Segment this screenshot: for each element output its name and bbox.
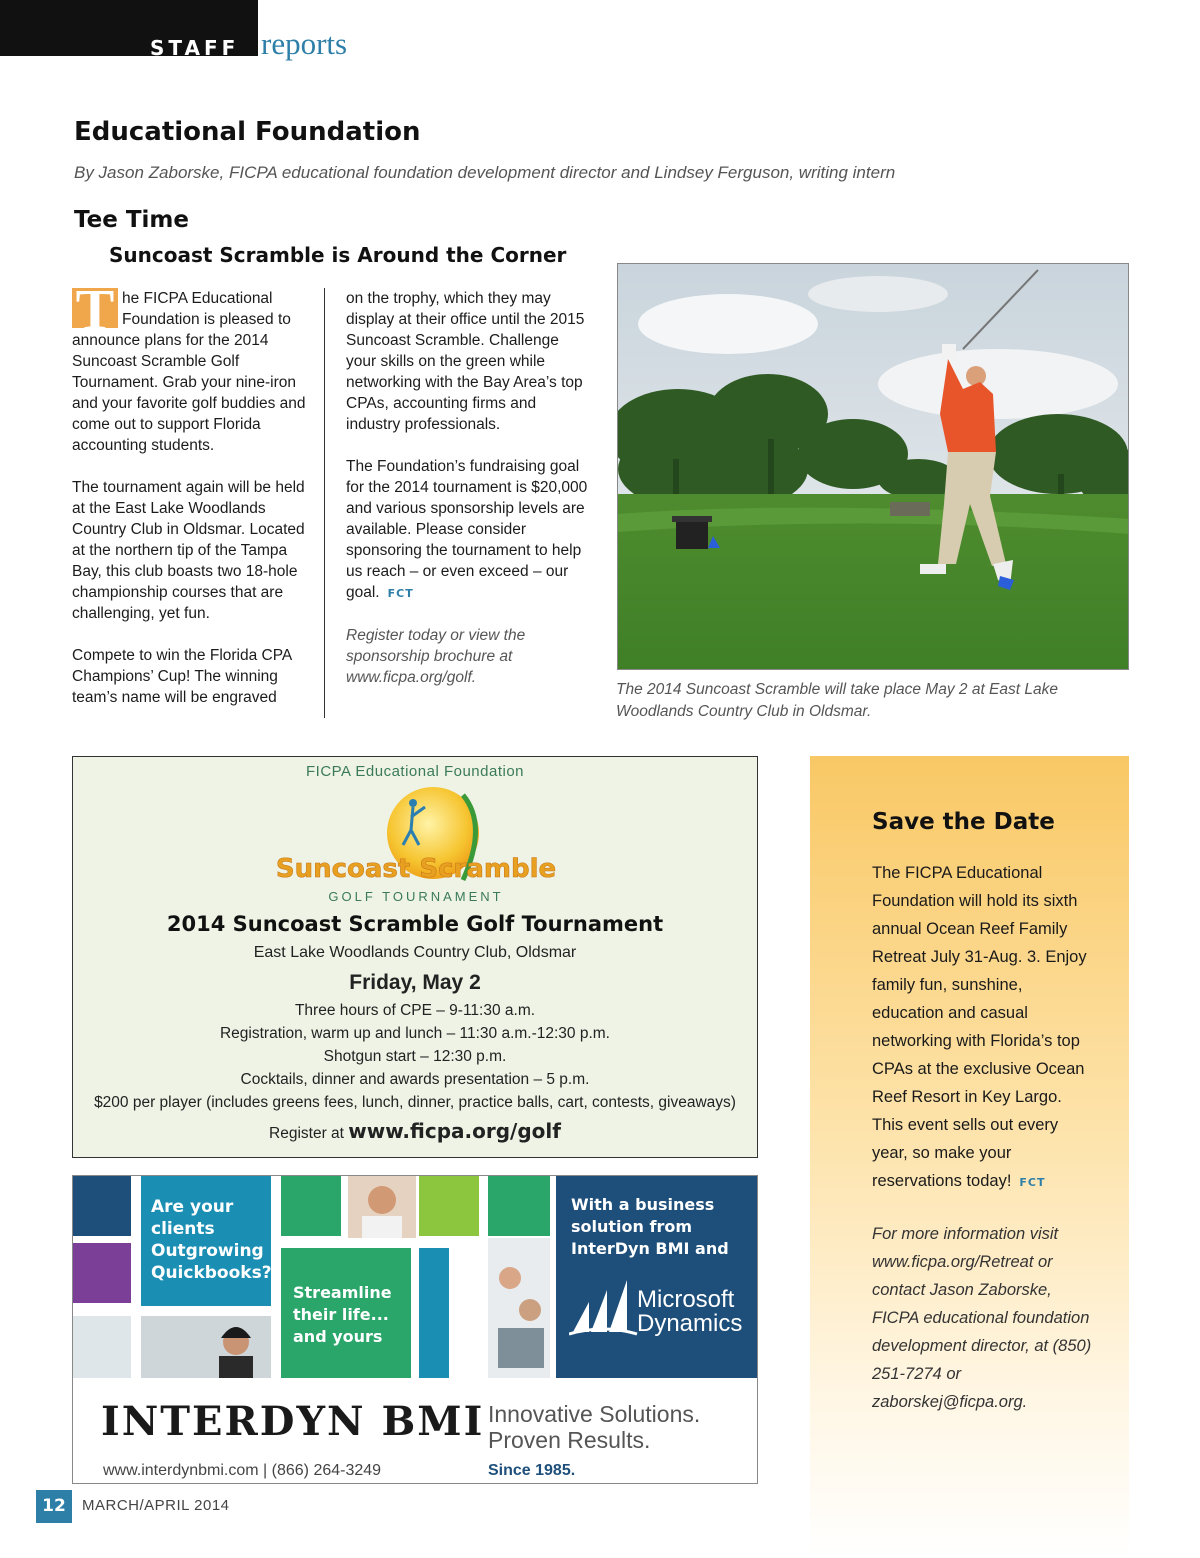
ad-photo-man bbox=[348, 1176, 416, 1238]
ad-tile-navy bbox=[73, 1176, 131, 1236]
suncoast-scramble-logo bbox=[273, 785, 559, 905]
ad-tile-green bbox=[281, 1176, 341, 1236]
golfer-photo-illustration bbox=[618, 264, 1129, 670]
header-staff: STAFF bbox=[150, 36, 240, 60]
sidebar-body bbox=[872, 859, 1092, 1197]
ad-photo-woman-illustration bbox=[141, 1316, 271, 1378]
golfer-photo bbox=[617, 263, 1129, 670]
ms-line-1: Microsoft bbox=[637, 1286, 735, 1313]
dropcap: T bbox=[72, 288, 118, 328]
event-schedule-line: Cocktails, dinner and awards presentation – 5 p.m. bbox=[240, 1071, 590, 1088]
sidebar-body-text: The FICPA Educational Foundation will hold its sixth annual Ocean Reef Family Retreat July 31-Aug. 3. Enjoy family fun, sunshine, education and casual networking with Florida’s top CPAs at the exclusive Ocean Reef Resort in Key Largo. This event sells out every year, so make your reservations today! bbox=[872, 864, 1087, 1190]
event-org: FICPA Educational Foundation bbox=[305, 763, 525, 780]
event-price-line: $200 per player (includes greens fees, lunch, dinner, practice balls, cart, contests, giveaways) bbox=[94, 1094, 736, 1111]
ad-since: Since 1985. bbox=[488, 1462, 576, 1479]
ad-photo-couple bbox=[488, 1238, 550, 1378]
col2-paragraph-1: on the trophy, which they may display at their office until the 2015 Suncoast Scramble. Challenge your skills on the green while networking with the Bay Area’s top CPAs, accounting firms and industry professionals. bbox=[346, 290, 585, 433]
issue-date: MARCH/APRIL 2014 bbox=[82, 1497, 230, 1514]
ad-photo-office bbox=[141, 1316, 271, 1378]
register-link[interactable]: www.ficpa.org/golf bbox=[348, 1119, 561, 1143]
ad-tile-teal-2 bbox=[419, 1248, 449, 1378]
photo-caption: The 2014 Suncoast Scramble will take place May 2 at East Lake Woodlands Country Club in Oldsmar. bbox=[616, 681, 1058, 720]
col1-paragraph-1: he FICPA Educational Foundation is pleased to announce plans for the 2014 Suncoast Scramble Golf Tournament. Grab your nine-iron and your favorite golf buddies and come out to support Florida accounting students. bbox=[72, 290, 306, 454]
col2-paragraph-2: The Foundation’s fundraising goal for the 2014 tournament is $20,000 and various sponsorship levels are available. Please consider sponsoring the tournament to help us reach – or even exceed – our goal. bbox=[346, 458, 588, 601]
ad-slogan-1: Innovative Solutions. bbox=[488, 1401, 701, 1427]
event-schedule-line: Registration, warm up and lunch – 11:30 a.m.-12:30 p.m. bbox=[219, 1025, 610, 1042]
article-column-1 bbox=[72, 277, 312, 729]
ad-tile-green-2 bbox=[488, 1176, 550, 1236]
ad-photo-plant bbox=[73, 1316, 131, 1378]
ad-brand: INTERDYN BMI bbox=[101, 1398, 485, 1445]
save-the-date-sidebar bbox=[810, 756, 1129, 1558]
event-venue: East Lake Woodlands Country Club, Oldsmar bbox=[253, 944, 577, 961]
logo-sub-text: GOLF TOURNAMENT bbox=[328, 889, 504, 904]
event-schedule-line: Three hours of CPE – 9-11:30 a.m. bbox=[294, 1002, 536, 1019]
sidebar-note: For more information visit www.ficpa.org/Retreat or contact Jason Zaborske, FICPA educational foundation development director, at (850) 251-7274 or zaborskej@ficpa.org. bbox=[872, 1225, 1092, 1411]
col1-paragraph-3: Compete to win the Florida CPA Champions’ Cup! The winning team’s name will be engraved bbox=[72, 647, 292, 706]
ad-slogan-2: Proven Results. bbox=[488, 1427, 651, 1453]
column-rule bbox=[324, 288, 325, 718]
ad-photo-couple-illustration bbox=[488, 1238, 550, 1378]
sidebar-fct-mark: FCT bbox=[1019, 1176, 1046, 1189]
col1-paragraph-2: The tournament again will be held at the East Lake Woodlands Country Club in Oldsmar. Located at the northern tip of the Tampa Bay, this club boasts two 18-hole championship courses that are challenging, yet fun. bbox=[72, 479, 305, 622]
interdyn-ad bbox=[72, 1175, 758, 1484]
article-subhead: Suncoast Scramble is Around the Corner bbox=[109, 243, 567, 267]
event-title: 2014 Suncoast Scramble Golf Tournament bbox=[166, 912, 664, 936]
ms-dynamics-text bbox=[637, 1288, 757, 1336]
col2-register-note: Register today or view the sponsorship brochure at www.ficpa.org/golf. bbox=[346, 627, 526, 686]
microsoft-dynamics-icon bbox=[569, 1276, 639, 1336]
event-schedule-line: Shotgun start – 12:30 p.m. bbox=[323, 1048, 507, 1065]
article-column-2 bbox=[346, 288, 588, 709]
byline: By Jason Zaborske, FICPA educational foundation development director and Lindsey Ferguson, writing intern bbox=[74, 163, 896, 182]
event-date: Friday, May 2 bbox=[349, 971, 481, 994]
ad-photo-man-illustration bbox=[348, 1176, 416, 1238]
ad-slogan bbox=[488, 1401, 700, 1453]
page-number: 12 bbox=[36, 1490, 72, 1523]
event-box bbox=[72, 756, 758, 1158]
sidebar-title: Save the Date bbox=[872, 809, 1055, 835]
register-label: Register at bbox=[269, 1125, 344, 1142]
event-register bbox=[73, 1119, 757, 1143]
ms-line-2: Dynamics bbox=[637, 1310, 743, 1337]
article-headline: Tee Time bbox=[74, 207, 189, 233]
section-title: Educational Foundation bbox=[74, 117, 421, 147]
ad-tile-text-1: Are your clients Outgrowing Quickbooks? bbox=[151, 1197, 272, 1283]
ad-contact[interactable]: www.interdynbmi.com | (866) 264-3249 bbox=[103, 1462, 382, 1479]
ad-tile-purple bbox=[73, 1243, 131, 1303]
ad-tile-text-2: Streamline their life... and yours bbox=[293, 1283, 392, 1346]
logo-main-text: Suncoast Scramble bbox=[275, 854, 557, 884]
ad-tile-lime bbox=[419, 1176, 479, 1236]
header-reports: reports bbox=[261, 26, 348, 61]
fct-mark: FCT bbox=[387, 587, 414, 600]
ad-tile-text-3: With a business solution from InterDyn BMI and bbox=[571, 1195, 729, 1258]
